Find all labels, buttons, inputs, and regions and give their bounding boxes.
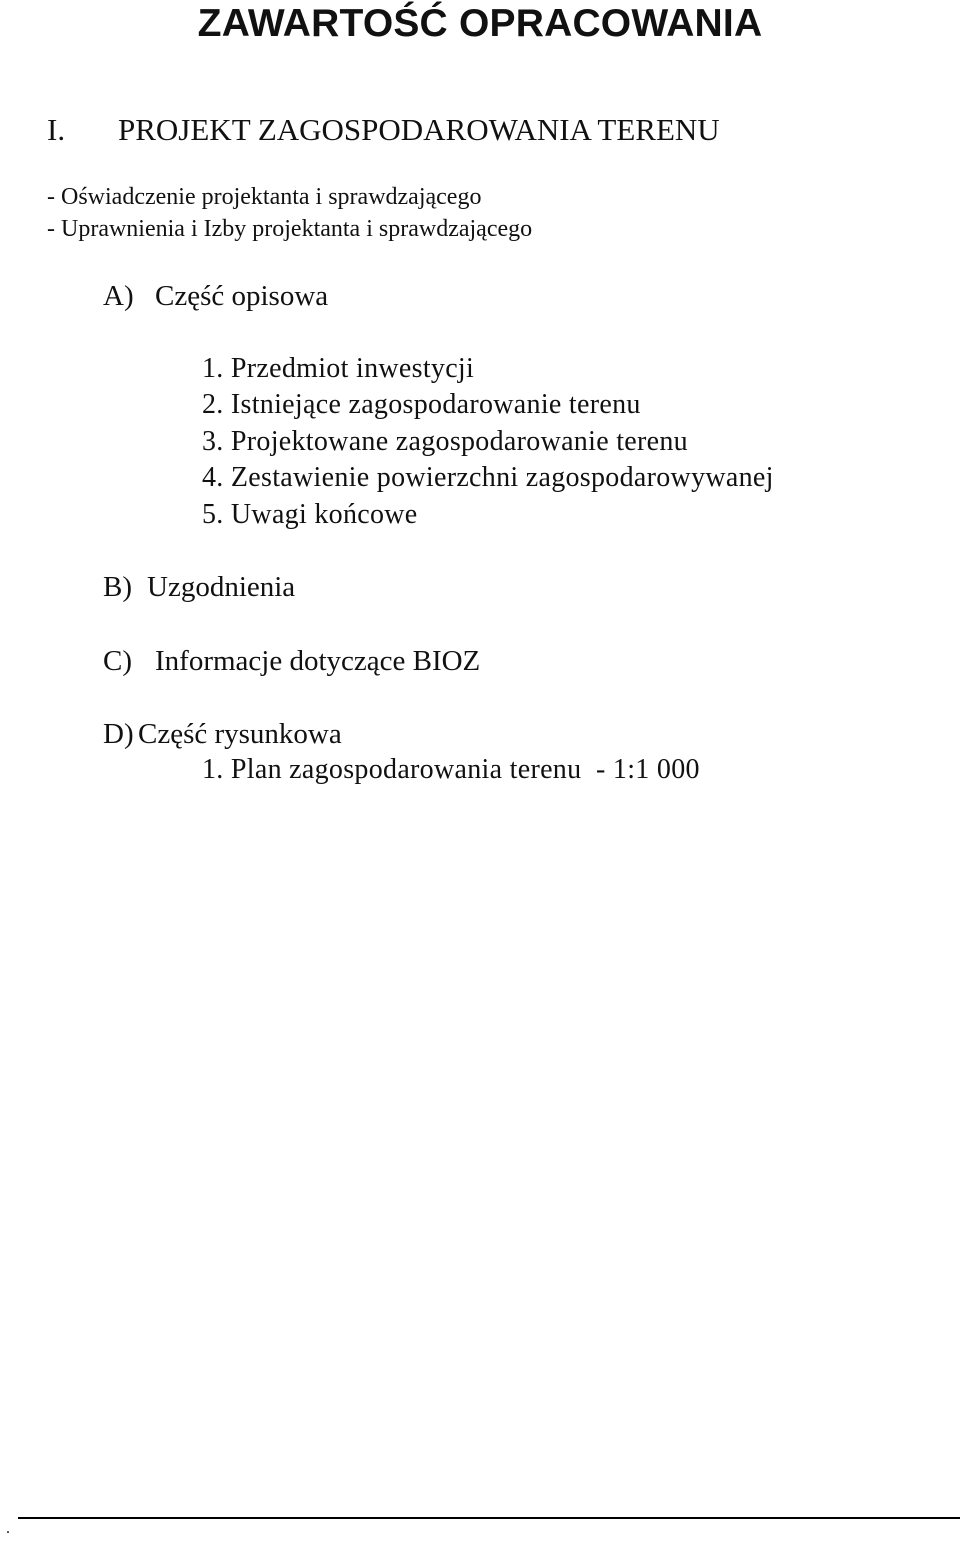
document-title: ZAWARTOŚĆ OPRACOWANIA bbox=[197, 2, 763, 45]
part-a-item: 1. Przedmiot inwestycji bbox=[202, 353, 475, 384]
part-b-label: Uzgodnienia bbox=[147, 571, 296, 603]
footer-rule bbox=[18, 1517, 960, 1519]
part-b-marker: B) bbox=[103, 571, 132, 603]
footer-mark: . bbox=[6, 1520, 10, 1537]
part-d-marker: D) bbox=[103, 718, 134, 750]
part-c-marker: C) bbox=[103, 645, 132, 677]
part-c-label: Informacje dotyczące BIOZ bbox=[155, 645, 481, 677]
part-a-item: 4. Zestawienie powierzchni zagospodarowywanej bbox=[202, 462, 774, 493]
part-a-marker: A) bbox=[103, 280, 134, 312]
intro-line: - Uprawnienia i Izby projektanta i sprawdzającego bbox=[47, 216, 533, 242]
part-a-item: 2. Istniejące zagospodarowanie terenu bbox=[202, 389, 641, 420]
part-a-label: Część opisowa bbox=[155, 280, 329, 312]
part-a-item: 5. Uwagi końcowe bbox=[202, 499, 418, 530]
part-d-item: 1. Plan zagospodarowania terenu - 1:1 000 bbox=[202, 754, 700, 785]
part-d-label: Część rysunkowa bbox=[138, 718, 342, 750]
part-a-item: 3. Projektowane zagospodarowanie terenu bbox=[202, 426, 688, 457]
section-number: I. bbox=[47, 112, 66, 147]
section-label: PROJEKT ZAGOSPODAROWANIA TERENU bbox=[118, 112, 720, 147]
intro-line: - Oświadczenie projektanta i sprawdzającego bbox=[47, 184, 482, 210]
